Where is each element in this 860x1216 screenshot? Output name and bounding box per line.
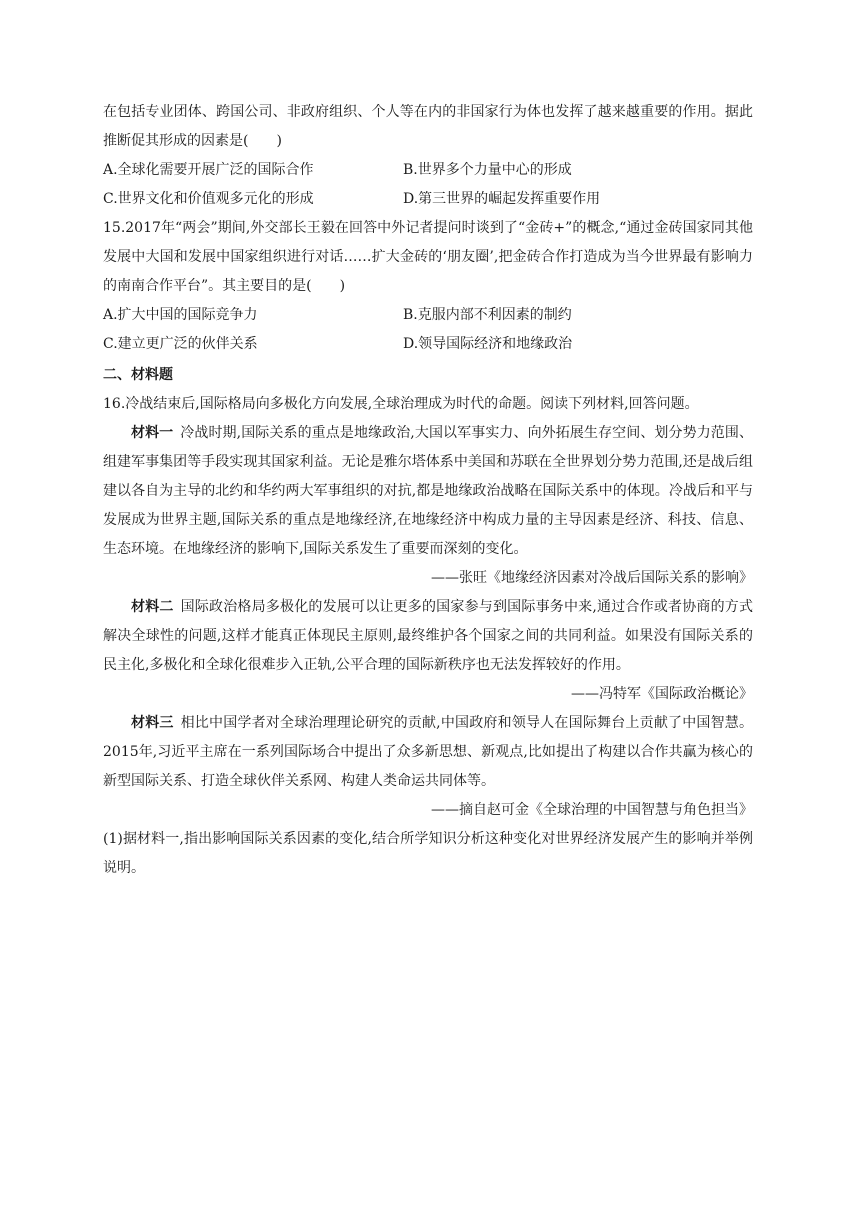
material-2-source: ——冯特军《国际政治概论》 [571, 686, 753, 702]
q14-option-b: B.世界多个力量中心的形成 [403, 162, 572, 178]
q14-options [103, 156, 753, 214]
q14-stem: 在包括专业团体、跨国公司、非政府组织、个人等在内的非国家行为体也发挥了越来越重要的作用。据此推断促其形成的因素是( ) [103, 104, 753, 149]
material-3-source: ——摘自赵可金《全球治理的中国智慧与角色担当》 [431, 802, 753, 818]
q14-option-d: D.第三世界的崛起发挥重要作用 [403, 191, 601, 207]
material-1-source: ——张旺《地缘经济因素对冷战后国际关系的影响》 [431, 570, 753, 586]
q14-option-c: C.世界文化和价值观多元化的形成 [103, 191, 314, 207]
material-3-label: 材料三 [131, 715, 174, 731]
q16-stem: 16.冷战结束后,国际格局向多极化方向发展,全球治理成为时代的命题。阅读下列材料,回答问题。 [103, 396, 699, 412]
q15-stem: 15.2017年“两会”期间,外交部长王毅在回答中外记者提问时谈到了“金砖+”的概念,“通过金砖国家同其他发展中大国和发展中国家组织进行对话……扩大金砖的‘朋友圈’,把金砖合作打造成为当今世界最有影响力的南南合作平台”。其主要目的是( ) [103, 220, 753, 294]
material-3-text: 相比中国学者对全球治理理论研究的贡献,中国政府和领导人在国际舞台上贡献了中国智慧。2015年,习近平主席在一系列国际场合中提出了众多新思想、新观点,比如提出了构建以合作共赢为核心的新型国际关系、打造全球伙伴关系网、构建人类命运共同体等。 [103, 715, 754, 789]
material-1-label: 材料一 [131, 425, 174, 441]
q16-sub-question-1: (1)据材料一,指出影响国际关系因素的变化,结合所学知识分析这种变化对世界经济发展产生的影响并举例说明。 [103, 831, 753, 876]
q15-option-d: D.领导国际经济和地缘政治 [403, 336, 573, 352]
q15-option-a: A.扩大中国的国际竞争力 [103, 307, 258, 323]
section-heading: 二、材料题 [103, 367, 173, 383]
q14-option-a: A.全球化需要开展广泛的国际合作 [103, 162, 314, 178]
q15-option-c: C.建立更广泛的伙伴关系 [103, 336, 258, 352]
material-2-label: 材料二 [131, 599, 174, 615]
material-3 [103, 709, 753, 796]
material-1-text: 冷战时期,国际关系的重点是地缘政治,大国以军事实力、向外拓展生存空间、划分势力范围、组建军事集团等手段实现其国家利益。无论是雅尔塔体系中美国和苏联在全世界划分势力范围,还是战后组建以各自为主导的北约和华约两大军事组织的对抗,都是地缘政治战略在国际关系中的体现。冷战后和平与发展成为世界主题,国际关系的重点是地缘经济,在地缘经济中构成力量的主导因素是经济、科技、信息、生态环境。在地缘经济的影响下,国际关系发生了重要而深刻的变化。 [103, 425, 753, 557]
document-content [103, 98, 753, 883]
q15-options [103, 301, 753, 359]
q15-option-b: B.克服内部不利因素的制约 [403, 307, 572, 323]
material-2-text: 国际政治格局多极化的发展可以让更多的国家参与到国际事务中来,通过合作或者协商的方式解决全球性的问题,这样才能真正体现民主原则,最终维护各个国家之间的共同利益。如果没有国际关系的民主化,多极化和全球化很难步入正轨,公平合理的国际新秩序也无法发挥较好的作用。 [103, 599, 754, 673]
material-2 [103, 593, 753, 680]
material-1 [103, 419, 753, 564]
